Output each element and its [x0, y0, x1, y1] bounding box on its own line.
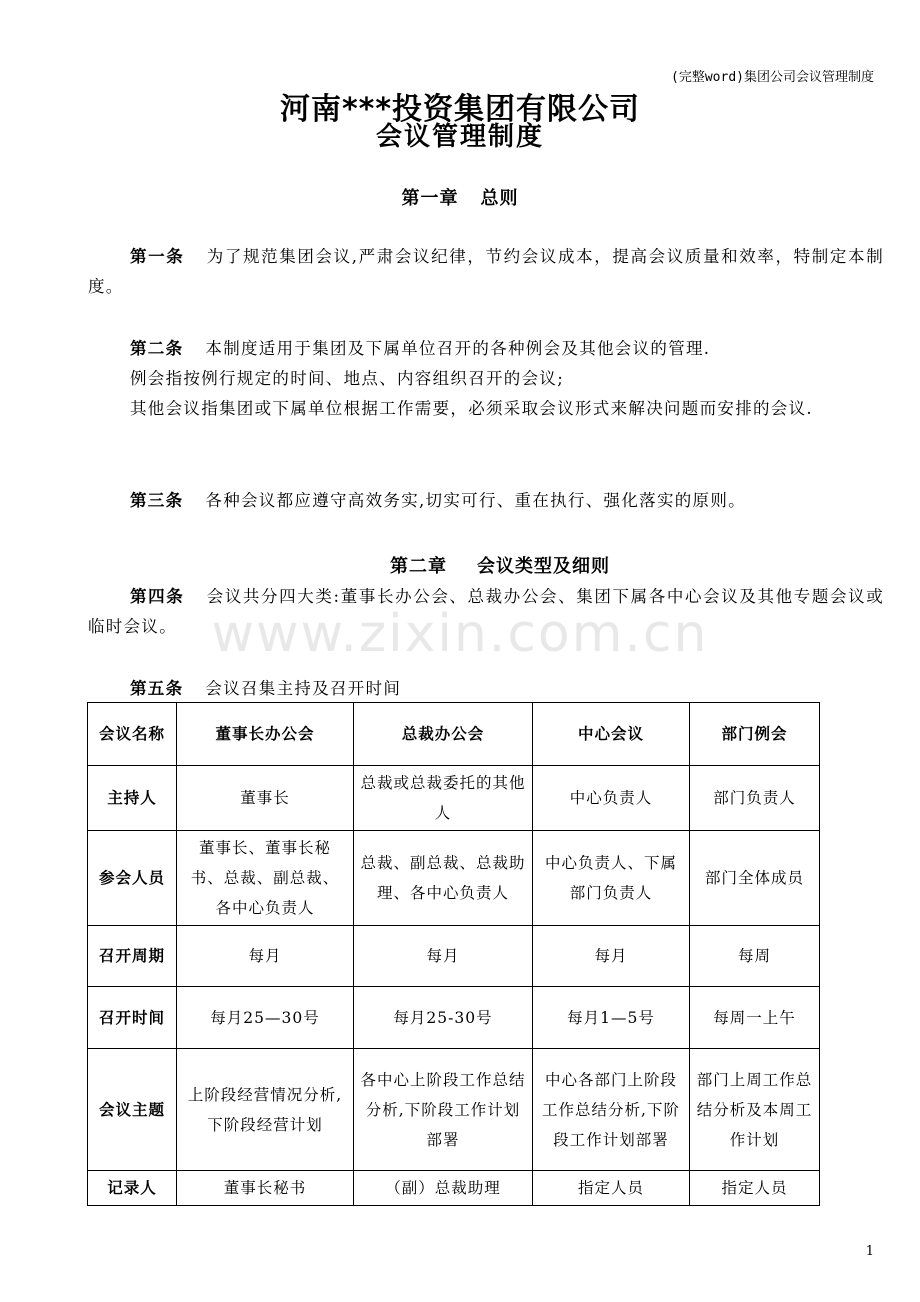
article-2-label: 第二条	[130, 339, 184, 358]
table-cell: 总裁或总裁委托的其他人	[354, 766, 533, 831]
table-cell: 每周一上午	[690, 987, 820, 1049]
article-5-label: 第五条	[130, 679, 184, 698]
table-row-label: 召开周期	[88, 926, 177, 987]
table-cell: 每月25-30号	[354, 987, 533, 1049]
article-3-label: 第三条	[130, 491, 184, 510]
table-header-row	[88, 703, 820, 766]
table-cell: 部门负责人	[690, 766, 820, 831]
table-header-cell: 董事长办公会	[177, 703, 354, 766]
table-cell: 每月	[354, 926, 533, 987]
table-cell: 董事长	[177, 766, 354, 831]
article-1-label: 第一条	[130, 247, 185, 266]
table-row	[88, 926, 820, 987]
article-5	[88, 674, 884, 704]
page-number: 1	[865, 1244, 874, 1259]
table-header-cell: 会议名称	[88, 703, 177, 766]
chapter-2-name: 会议类型及细则	[477, 556, 610, 577]
table-cell: 董事长秘书	[177, 1171, 354, 1206]
article-4-text: 会议共分四大类:董事长办公会、总裁办公会、集团下属各中心会议及其他专题会议或临时会议。	[88, 587, 884, 636]
table-cell: 董事长、董事长秘书、总裁、副总裁、各中心负责人	[177, 831, 354, 926]
table-row	[88, 1049, 820, 1171]
table-cell: 中心负责人	[533, 766, 690, 831]
table-cell: 每月1—5号	[533, 987, 690, 1049]
article-1-text: 为了规范集团会议,严肃会议纪律，节约会议成本，提高会议质量和效率，特制定本制度。	[88, 247, 884, 296]
table-cell: 部门上周工作总结分析及本周工作计划	[690, 1049, 820, 1171]
article-2-text: 本制度适用于集团及下属单位召开的各种例会及其他会议的管理.	[205, 339, 711, 358]
article-5-text: 会议召集主持及召开时间	[205, 679, 402, 698]
table-header-cell: 部门例会	[690, 703, 820, 766]
chapter-1-label: 第一章	[401, 188, 459, 209]
article-1	[88, 242, 884, 302]
table-cell: 每周	[690, 926, 820, 987]
table-cell: 每月	[177, 926, 354, 987]
table-cell: 指定人员	[533, 1171, 690, 1206]
chapter-1-heading	[0, 184, 920, 210]
table-cell: 中心各部门上阶段工作总结分析,下阶段工作计划部署	[533, 1049, 690, 1171]
table-cell: （副）总裁助理	[354, 1171, 533, 1206]
watermark: www.zixin.com.cn	[211, 604, 709, 664]
table-cell: 每月	[533, 926, 690, 987]
header-note: (完整word)集团公司会议管理制度	[671, 70, 874, 85]
company-title: 河南***投资集团有限公司	[279, 92, 641, 127]
table-cell: 总裁、副总裁、总裁助理、各中心负责人	[354, 831, 533, 926]
table-row	[88, 766, 820, 831]
table-row	[88, 987, 820, 1049]
article-2-line-3: 其他会议指集团或下属单位根据工作需要，必须采取会议形式来解决问题而安排的会议.	[130, 399, 813, 418]
table-row-label: 记录人	[88, 1171, 177, 1206]
table-cell: 中心负责人、下属部门负责人	[533, 831, 690, 926]
article-3-text: 各种会议都应遵守高效务实,切实可行、重在执行、强化落实的原则。	[205, 491, 746, 510]
table-row	[88, 831, 820, 926]
chapter-2-label: 第二章	[390, 556, 447, 577]
article-2-line-2: 例会指按例行规定的时间、地点、内容组织召开的会议;	[130, 369, 565, 388]
chapter-2-heading	[40, 552, 920, 578]
table-header-cell: 中心会议	[533, 703, 690, 766]
article-3	[88, 486, 884, 516]
table-cell: 上阶段经营情况分析,下阶段经营计划	[177, 1049, 354, 1171]
table-row-label: 参会人员	[88, 831, 177, 926]
chapter-1-name: 总则	[480, 188, 519, 209]
article-4-label: 第四条	[130, 587, 185, 606]
table-cell: 各中心上阶段工作总结分析,下阶段工作计划部署	[354, 1049, 533, 1171]
table-row-label: 召开时间	[88, 987, 177, 1049]
table-header-cell: 总裁办公会	[354, 703, 533, 766]
table-cell: 部门全体成员	[690, 831, 820, 926]
table-cell: 指定人员	[690, 1171, 820, 1206]
meeting-table	[87, 702, 820, 1206]
table-cell: 每月25—30号	[177, 987, 354, 1049]
table-row	[88, 1171, 820, 1206]
table-row-label: 会议主题	[88, 1049, 177, 1171]
document-title: 会议管理制度	[375, 122, 544, 152]
table-row-label: 主持人	[88, 766, 177, 831]
article-2	[88, 334, 884, 364]
